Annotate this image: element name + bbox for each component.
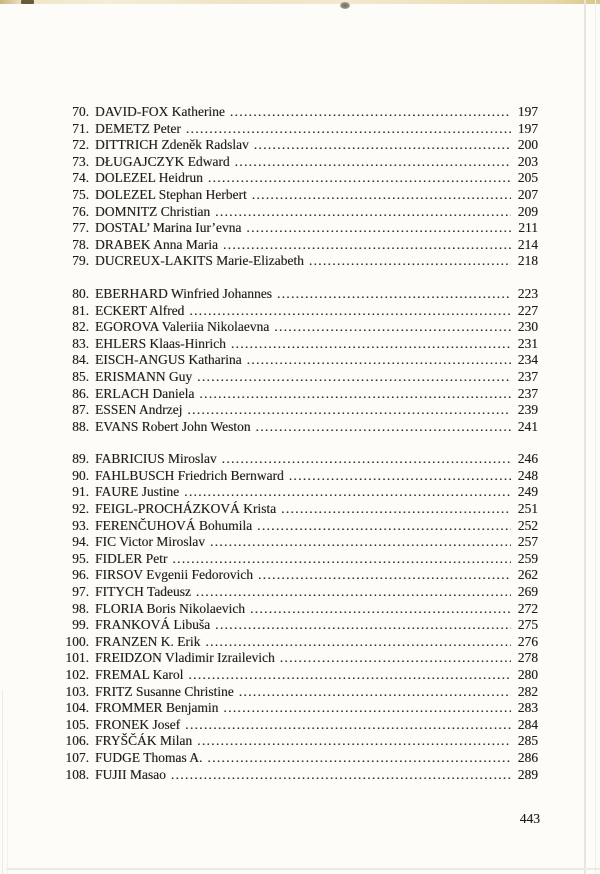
dot-leader: [244, 220, 511, 237]
entry-page: 211: [518, 220, 538, 236]
entry-page: 214: [517, 236, 538, 252]
dot-leader: [252, 137, 511, 154]
dot-leader: [195, 733, 511, 750]
entry-number: 88.: [72, 418, 89, 434]
entry-name: DOLEZEL Heidrun: [95, 170, 203, 186]
dot-leader: [197, 386, 511, 403]
entry-page: 280: [517, 667, 538, 682]
entry-name: DUCREUX-LAKITS Marie-Elizabeth: [95, 253, 304, 269]
entry-name: FRANZEN K. Erik: [95, 633, 201, 649]
index-section: [0, 104, 600, 270]
index-entry: [0, 700, 600, 717]
entry-name: EVANS Robert John Weston: [95, 418, 251, 434]
entry-page: 289: [517, 766, 538, 782]
index-entry: [0, 154, 600, 171]
index-entry: [0, 484, 600, 501]
entry-name: ERISMANN Guy: [95, 368, 193, 384]
index-entry: [0, 319, 600, 336]
dot-leader: [221, 700, 511, 717]
index-entry: [0, 303, 600, 320]
dot-leader: [195, 369, 511, 386]
index-entry: [0, 137, 600, 154]
dot-leader: [184, 121, 511, 138]
entry-name: DOMNITZ Christian: [95, 203, 211, 219]
entry-number: 70.: [72, 104, 89, 119]
entry-number: 89.: [72, 451, 89, 467]
entry-page: 205: [517, 170, 538, 186]
entry-page: 241: [517, 418, 538, 434]
entry-page: 283: [517, 700, 538, 716]
entry-number: 95.: [72, 550, 89, 566]
entry-name: FIC Victor Miroslav: [95, 534, 205, 550]
entry-name: EBERHARD Winfried Johannes: [95, 285, 272, 301]
entry-number: 93.: [72, 517, 89, 533]
entry-page: 207: [517, 186, 538, 202]
index-entry: [0, 451, 600, 468]
entry-page: 237: [517, 385, 538, 401]
entry-name: FABRICIUS Miroslav: [95, 451, 217, 467]
index-section: [0, 286, 600, 435]
entry-number: 98.: [72, 600, 89, 616]
entry-name: ESSEN Andrzej: [95, 402, 183, 418]
index-entry: [0, 220, 600, 237]
entry-page: 231: [517, 335, 538, 351]
scan-speck: [21, 0, 34, 4]
entry-number: 103.: [65, 683, 89, 699]
entry-page: 237: [517, 368, 538, 384]
dot-leader: [185, 402, 511, 419]
dot-leader: [194, 584, 511, 601]
entry-name: FEIGL-PROCHÁZKOVÁ Krista: [95, 501, 277, 517]
dot-leader: [254, 419, 511, 436]
entry-number: 76.: [72, 203, 89, 219]
index-entry: [0, 237, 600, 254]
dot-leader: [229, 336, 511, 353]
entry-page: 285: [517, 733, 538, 749]
entry-page: 252: [517, 517, 538, 533]
entry-number: 97.: [72, 584, 89, 600]
index-entry: [0, 634, 600, 651]
index-entry: [0, 419, 600, 436]
entry-name: DOLEZEL Stephan Herbert: [95, 186, 247, 202]
entry-name: FREIDZON Vladimir Izrailevich: [95, 650, 275, 666]
entry-page: 282: [517, 683, 538, 699]
entry-name: FREMAL Karol: [95, 667, 184, 682]
index-entry: [0, 386, 600, 403]
entry-page: 203: [517, 153, 538, 169]
entry-name: FRONEK Josef: [95, 716, 181, 732]
entry-page: 272: [517, 600, 538, 616]
entry-number: 101.: [65, 650, 89, 666]
dot-leader: [278, 650, 511, 667]
entry-page: 239: [517, 402, 538, 418]
entry-name: FRYŠČÁK Milan: [95, 733, 193, 749]
entry-page: 246: [517, 451, 538, 467]
scan-smudge: [340, 2, 350, 9]
entry-number: 100.: [65, 633, 89, 649]
scan-artifact-top-edge: [0, 0, 600, 4]
entry-name: FUJII Masao: [95, 766, 166, 782]
entry-number: 79.: [72, 253, 89, 269]
dot-leader: [213, 617, 511, 634]
entry-page: 251: [517, 501, 538, 517]
entry-number: 104.: [65, 700, 89, 716]
entry-page: 197: [517, 120, 538, 136]
dot-leader: [221, 237, 511, 254]
entry-name: EISCH-ANGUS Katharina: [95, 352, 242, 368]
entry-name: ECKERT Alfred: [95, 302, 185, 318]
index-entry: [0, 402, 600, 419]
dot-leader: [250, 187, 511, 204]
entry-page: 278: [517, 650, 538, 666]
entry-number: 78.: [72, 236, 89, 252]
entry-name: FAURE Justine: [95, 484, 180, 500]
entry-page: 284: [517, 716, 538, 732]
dot-leader: [275, 286, 511, 303]
entry-page: 209: [517, 203, 538, 219]
index-entry: [0, 733, 600, 750]
dot-leader: [307, 253, 511, 270]
dot-leader: [248, 601, 511, 618]
dot-leader: [206, 170, 511, 187]
dot-leader: [237, 684, 511, 701]
entry-name: FITYCH Tadeusz: [95, 584, 191, 600]
dot-leader: [182, 484, 511, 501]
entry-name: DEMETZ Peter: [95, 120, 181, 136]
index-list: [0, 104, 600, 799]
entry-page: 269: [517, 584, 538, 600]
entry-number: 92.: [72, 501, 89, 517]
dot-leader: [233, 154, 511, 171]
entry-name: ERLACH Daniela: [95, 385, 195, 401]
index-entry: [0, 187, 600, 204]
entry-page: 276: [517, 633, 538, 649]
dot-leader: [272, 319, 511, 336]
entry-number: 77.: [72, 220, 89, 236]
entry-number: 75.: [72, 186, 89, 202]
entry-number: 80.: [72, 285, 89, 301]
entry-name: FRANKOVÁ Libuša: [95, 617, 211, 633]
entry-number: 86.: [72, 385, 89, 401]
index-entry: [0, 717, 600, 734]
index-entry: [0, 650, 600, 667]
index-entry: [0, 369, 600, 386]
entry-number: 72.: [72, 137, 89, 153]
index-entry: [0, 170, 600, 187]
entry-number: 85.: [72, 368, 89, 384]
dot-leader: [255, 518, 511, 535]
entry-page: 248: [517, 467, 538, 483]
entry-name: FRITZ Susanne Christine: [95, 683, 234, 699]
dot-leader: [186, 667, 511, 684]
entry-page: 259: [517, 550, 538, 566]
entry-page: 234: [517, 352, 538, 368]
entry-page: 257: [517, 534, 538, 550]
entry-page: 197: [517, 104, 538, 119]
entry-page: 262: [517, 567, 538, 583]
entry-number: 71.: [72, 120, 89, 136]
entry-page: 275: [517, 617, 538, 633]
entry-name: FAHLBUSCH Friedrich Bernward: [95, 467, 284, 483]
scan-edge-bottom: [6, 868, 600, 870]
index-entry: [0, 518, 600, 535]
dot-leader: [187, 303, 511, 320]
entry-number: 82.: [72, 319, 89, 335]
index-entry: [0, 121, 600, 138]
entry-name: FUDGE Thomas A.: [95, 749, 203, 765]
index-entry: [0, 286, 600, 303]
entry-number: 106.: [65, 733, 89, 749]
dot-leader: [256, 567, 511, 584]
page-number: 443: [519, 811, 540, 826]
entry-number: 74.: [72, 170, 89, 186]
entry-page: 230: [517, 319, 538, 335]
entry-number: 105.: [65, 716, 89, 732]
entry-page: 249: [517, 484, 538, 500]
index-entry: [0, 253, 600, 270]
entry-number: 81.: [72, 302, 89, 318]
index-entry: [0, 468, 600, 485]
dot-leader: [287, 468, 511, 485]
entry-page: 286: [517, 749, 538, 765]
entry-name: EGOROVA Valeriia Nikolaevna: [95, 319, 270, 335]
entry-name: DOSTAL’ Marina Iur’evna: [95, 220, 242, 236]
entry-page: 223: [517, 285, 538, 301]
dot-leader: [220, 451, 511, 468]
index-entry: [0, 534, 600, 551]
dot-leader: [205, 750, 511, 767]
index-entry: [0, 567, 600, 584]
index-entry: [0, 584, 600, 601]
entry-name: FIDLER Petr: [95, 550, 168, 566]
entry-number: 94.: [72, 534, 89, 550]
entry-name: DRABEK Anna Maria: [95, 236, 218, 252]
index-entry: [0, 551, 600, 568]
entry-number: 108.: [65, 766, 89, 782]
dot-leader: [213, 204, 511, 221]
entry-name: FERENČUHOVÁ Bohumila: [95, 517, 253, 533]
dot-leader: [279, 501, 511, 518]
entry-number: 102.: [65, 667, 89, 682]
index-entry: [0, 501, 600, 518]
dot-leader: [245, 352, 511, 369]
entry-name: FLORIA Boris Nikolaevich: [95, 600, 245, 616]
entry-name: DAVID-FOX Katherine: [95, 104, 225, 119]
entry-name: FROMMER Benjamin: [95, 700, 219, 716]
index-entry: [0, 336, 600, 353]
index-entry: [0, 601, 600, 618]
index-entry: [0, 767, 600, 784]
entry-number: 84.: [72, 352, 89, 368]
entry-name: FIRSOV Evgenii Fedorovich: [95, 567, 253, 583]
index-entry: [0, 352, 600, 369]
dot-leader: [228, 104, 511, 121]
index-entry: [0, 750, 600, 767]
entry-page: 218: [517, 253, 538, 269]
entry-page: 200: [517, 137, 538, 153]
entry-number: 73.: [72, 153, 89, 169]
dot-leader: [169, 767, 511, 784]
index-section: [0, 451, 600, 783]
index-entry: [0, 617, 600, 634]
entry-number: 99.: [72, 617, 89, 633]
entry-number: 96.: [72, 567, 89, 583]
entry-number: 91.: [72, 484, 89, 500]
index-entry: [0, 104, 600, 121]
entry-number: 107.: [65, 749, 89, 765]
entry-page: 227: [517, 302, 538, 318]
entry-number: 83.: [72, 335, 89, 351]
entry-number: 87.: [72, 402, 89, 418]
dot-leader: [170, 551, 511, 568]
index-entry: [0, 684, 600, 701]
entry-name: DITTRICH Zdeněk Radslav: [95, 137, 249, 153]
dot-leader: [183, 717, 511, 734]
index-entry: [0, 667, 600, 684]
entry-name: DŁUGAJCZYK Edward: [95, 153, 230, 169]
entry-number: 90.: [72, 467, 89, 483]
dot-leader: [208, 534, 511, 551]
index-entry: [0, 204, 600, 221]
dot-leader: [203, 634, 511, 651]
entry-name: EHLERS Klaas-Hinrich: [95, 335, 226, 351]
